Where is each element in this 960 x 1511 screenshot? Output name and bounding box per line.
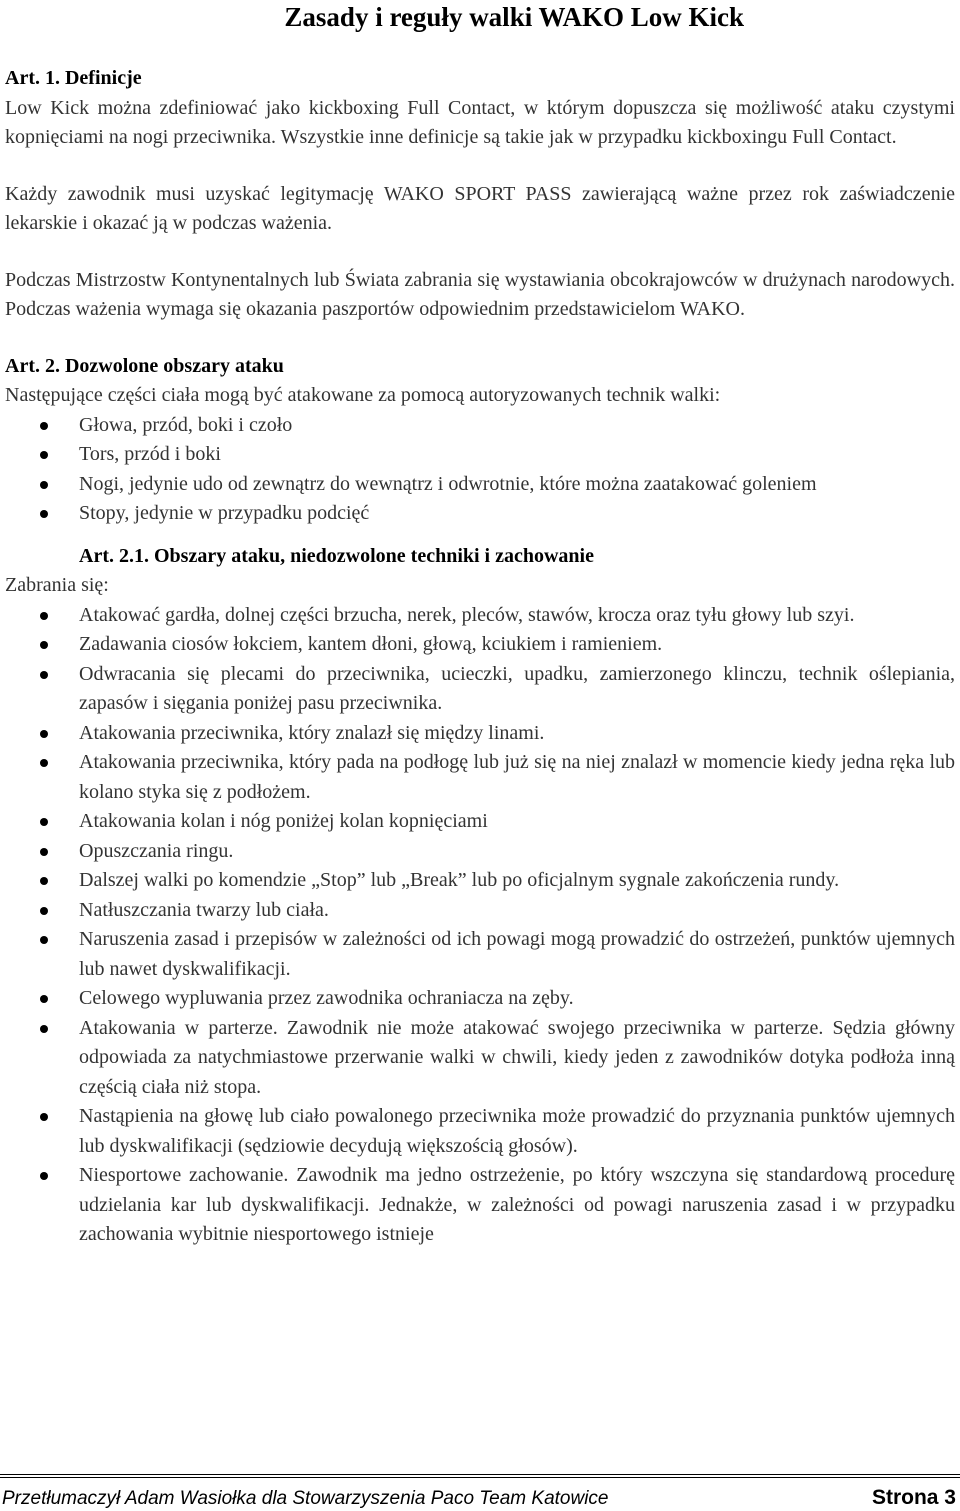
- list-item: Atakowania przeciwnika, który pada na podłogę lub już się na niej znalazł w momencie kiedy jedna ręka lub kolano styka się z podłożem.: [5, 748, 955, 807]
- list-item: Nastąpienia na głowę lub ciało powalonego przeciwnika może prowadzić do przyznania punktów ujemnych lub dyskwalifikacji (sędziowie decydują większością głosów).: [5, 1102, 955, 1161]
- art2-heading: Art. 2. Dozwolone obszary ataku: [5, 354, 284, 377]
- art1-paragraph-1: Low Kick można zdefiniować jako kickboxing Full Contact, w którym dopuszcza się możliwość ataku czystymi kopnięciami na nogi przeciwnika. Wszystkie inne definicje są takie jak w przypadku kickboxingu Full Contact.: [5, 96, 955, 148]
- list-item: Atakować gardła, dolnej części brzucha, nerek, pleców, stawów, krocza oraz tyłu głowy lub szyi.: [5, 601, 955, 631]
- art21-list: [5, 601, 955, 1250]
- list-item: Nogi, jedynie udo od zewnątrz do wewnątrz i odwrotnie, które można zaatakować goleniem: [5, 470, 955, 500]
- list-item: Odwracania się plecami do przeciwnika, ucieczki, upadku, zamierzonego klinczu, technik oślepiania, zapasów i sięgania poniżej pasu przeciwnika.: [5, 660, 955, 719]
- art2-intro: Następujące części ciała mogą być atakowane za pomocą autoryzowanych technik walki:: [5, 384, 721, 406]
- list-item: Głowa, przód, boki i czoło: [5, 411, 955, 441]
- art2-list: [5, 411, 955, 529]
- list-item: Tors, przód i boki: [5, 440, 955, 470]
- list-item: Atakowania kolan i nóg poniżej kolan kopnięciami: [5, 807, 955, 837]
- list-item: Atakowania w parterze. Zawodnik nie może atakować swojego przeciwnika w parterze. Sędzia główny odpowiada za natychmiastowe przerwanie walki w chwili, kiedy jeden z zawodników dotyka podłoża inną częścią ciała niż stopa.: [5, 1014, 955, 1103]
- footer-translator: Przetłumaczył Adam Wasiołka dla Stowarzyszenia Paco Team Katowice: [2, 1488, 609, 1509]
- list-item: Celowego wypluwania przez zawodnika ochraniacza na zęby.: [5, 984, 955, 1014]
- art1-paragraph-2: Każdy zawodnik musi uzyskać legitymację WAKO SPORT PASS zawierającą ważne przez rok zaświadczenie lekarskie i okazać ją w podczas ważenia.: [5, 182, 955, 234]
- list-item: Natłuszczania twarzy lub ciała.: [5, 896, 955, 926]
- art21-heading: Art. 2.1. Obszary ataku, niedozwolone techniki i zachowanie: [79, 544, 594, 567]
- art21-intro: Zabrania się:: [5, 574, 109, 596]
- list-item: Dalszej walki po komendzie „Stop” lub „Break” lub po oficjalnym sygnale zakończenia rundy.: [5, 866, 955, 896]
- page-footer: [0, 1474, 960, 1511]
- list-item: Niesportowe zachowanie. Zawodnik ma jedno ostrzeżenie, po który wszczyna się standardową procedurę udzielania kar lub dyskwalifikacji. Jednakże, w zależności od powagi naruszenia zasad i w przypadku zachowania wybitnie niesportowego istnieje: [5, 1161, 955, 1250]
- list-item: Stopy, jedynie w przypadku podcięć: [5, 499, 955, 529]
- page-title: Zasady i reguły walki WAKO Low Kick: [284, 2, 744, 32]
- art1-heading: Art. 1. Definicje: [5, 67, 142, 89]
- art1-paragraph-3: Podczas Mistrzostw Kontynentalnych lub Świata zabrania się wystawiania obcokrajowców w drużynach narodowych. Podczas ważenia wymaga się okazania paszportów odpowiednim przedstawicielom WAKO.: [5, 268, 955, 320]
- list-item: Zadawania ciosów łokciem, kantem dłoni, głową, kciukiem i ramieniem.: [5, 630, 955, 660]
- list-item: Opuszczania ringu.: [5, 837, 955, 867]
- footer-page-number: Strona 3: [871, 1486, 956, 1509]
- document-page: [5, 0, 955, 1250]
- list-item: Naruszenia zasad i przepisów w zależności od ich powagi mogą prowadzić do ostrzeżeń, punktów ujemnych lub nawet dyskwalifikacji.: [5, 925, 955, 984]
- list-item: Atakowania przeciwnika, który znalazł się między linami.: [5, 719, 955, 749]
